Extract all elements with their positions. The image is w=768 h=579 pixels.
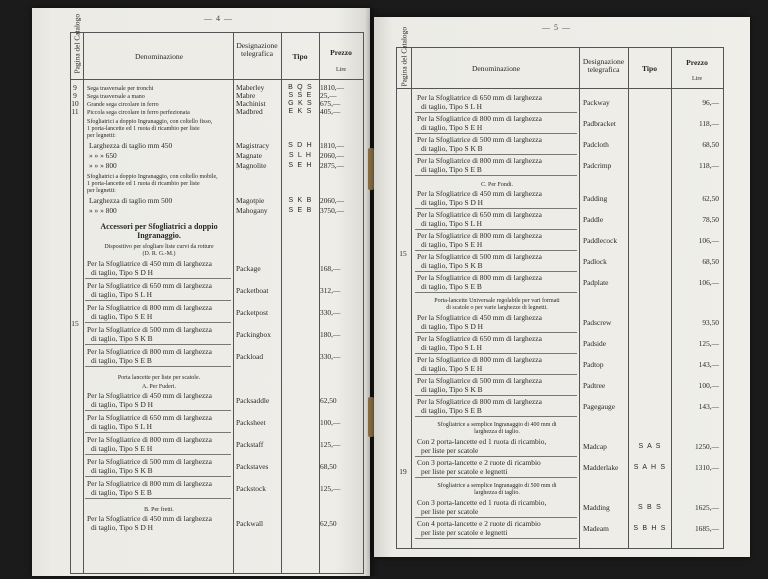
header-price: Prezzo <box>330 48 352 57</box>
price-value: 168,— <box>320 264 341 273</box>
item-name: Per la Sfogliatrice di 800 mm di larghezza <box>417 355 542 364</box>
section-intro: larghezza di taglio. <box>474 429 520 435</box>
item-name: Piccola sega circolare in ferro perfezionata <box>87 110 190 116</box>
section-intro: Porta-lancette Universale regolabile per vari formati <box>434 298 560 304</box>
section-intro: di scatole o per varie larghezze di legnetti. <box>446 305 548 311</box>
header-catalog: Pagina del Catalogo <box>399 26 409 87</box>
item-name: di taglio, Tipo S E H <box>421 240 483 249</box>
telegraphic-code: Packetboat <box>236 286 269 295</box>
section-title: Accessori per Sfogliatrici a doppio <box>100 222 218 231</box>
price-value: 100,— <box>698 381 719 390</box>
item-name: di taglio, Tipo S E H <box>421 364 483 373</box>
price-value: 2875,— <box>320 161 345 170</box>
header-currency: Lire <box>692 76 702 82</box>
type-code: S A S <box>638 443 662 450</box>
section-subtitle: (D. R. G.-M.) <box>142 251 176 257</box>
item-name: di taglio, Tipo S K B <box>91 466 153 475</box>
telegraphic-code: Packwall <box>236 519 264 528</box>
type-code: E K S <box>288 108 313 115</box>
price-value: 106,— <box>698 278 719 287</box>
telegraphic-code: Packstock <box>236 484 266 493</box>
telegraphic-code: Madeam <box>583 524 609 533</box>
telegraphic-code: Magnate <box>236 151 262 160</box>
price-value: 330,— <box>320 308 341 317</box>
price-value: 25,— <box>320 91 337 100</box>
item-name: Con 2 porta-lancette ed 1 ruota di ricambio, <box>417 437 547 446</box>
item-name: Per la Sfogliatrice di 650 mm di larghezza <box>87 281 212 290</box>
item-name: Per la Sfogliatrice di 450 mm di larghezza <box>87 514 212 523</box>
item-name: Per la Sfogliatrice di 800 mm di larghezza <box>87 303 212 312</box>
telegraphic-code: Mahogany <box>236 206 268 215</box>
left-page <box>32 8 370 576</box>
item-name: di taglio, Tipo S L H <box>421 102 482 111</box>
price-value: 330,— <box>320 352 341 361</box>
telegraphic-code: Packetpost <box>236 308 269 317</box>
telegraphic-code: Packway <box>583 98 610 107</box>
item-name: Per la Sfogliatrice di 800 mm di larghezza <box>87 347 212 356</box>
item-name: di taglio, Tipo S K B <box>421 261 483 270</box>
item-name: di taglio, Tipo S E B <box>421 282 482 291</box>
price-value: 96,— <box>702 98 719 107</box>
telegraphic-code: Padtree <box>583 381 606 390</box>
header-type: Tipo <box>292 52 308 61</box>
item-name: Per la Sfogliatrice di 650 mm di larghezza <box>417 210 542 219</box>
item-name: di taglio, Tipo S E B <box>91 356 152 365</box>
type-code: S E B <box>288 207 313 214</box>
header-name: Denominazione <box>471 64 521 73</box>
item-name: di taglio, Tipo S D H <box>91 523 154 532</box>
item-name: di taglio, Tipo S K B <box>421 144 483 153</box>
item-name: » » » 800 <box>89 161 117 170</box>
item-name: Per la Sfogliatrice di 800 mm di larghezza <box>417 156 542 165</box>
telegraphic-code: Packstaff <box>236 440 264 449</box>
header-price: Prezzo <box>686 58 708 67</box>
item-name: Per la Sfogliatrice di 500 mm di larghezza <box>417 252 542 261</box>
item-name: di taglio, Tipo S D H <box>91 268 154 277</box>
price-value: 125,— <box>320 484 341 493</box>
price-value: 62,50 <box>320 519 337 528</box>
telegraphic-code: Magistracy <box>236 141 270 150</box>
type-code: S B H S <box>633 525 667 532</box>
item-name: Per la Sfogliatrice di 500 mm di larghezza <box>417 135 542 144</box>
section-intro: Sfogliatrici a doppio Ingranaggio, con coltello fisso, <box>87 119 213 125</box>
price-value: 143,— <box>698 360 719 369</box>
item-name: di taglio, Tipo S D H <box>421 322 484 331</box>
section-intro: Sfogliatrice a semplice Ingranaggio di 400 mm di <box>437 422 557 428</box>
item-name: Con 4 porta-lancette e 2 ruote di ricambio <box>417 519 541 528</box>
telegraphic-code: Madcap <box>583 442 607 451</box>
item-name: per liste per scatole e legnetti <box>421 528 508 537</box>
item-name: Per la Sfogliatrice di 500 mm di larghezza <box>87 325 212 334</box>
catalog-page-ref: 9 <box>73 83 77 92</box>
price-value: 106,— <box>698 236 719 245</box>
type-code: S A H S <box>633 464 667 471</box>
price-value: 405,— <box>320 107 341 116</box>
section-intro: 1 porta-lancette ed 1 ruota di ricambio per liste <box>87 126 200 132</box>
price-value: 62,50 <box>320 396 337 405</box>
type-code: G K S <box>288 100 313 107</box>
price-value: 312,— <box>320 286 341 295</box>
type-code: S E H <box>288 162 313 169</box>
price-value: 93,50 <box>702 318 719 327</box>
section-intro: Sfogliatrice a semplice Ingranaggio di 500 mm di <box>437 483 557 489</box>
telegraphic-code: Madbred <box>236 107 263 116</box>
item-name: per liste per scatole <box>421 507 479 516</box>
telegraphic-code: Paddle <box>583 215 604 224</box>
price-value: 1685,— <box>694 524 719 533</box>
item-name: Per la Sfogliatrice di 800 mm di larghezza <box>417 397 542 406</box>
section-intro: per legnetti: <box>87 133 116 139</box>
telegraphic-code: Magnolite <box>236 161 267 170</box>
item-name: » » » 800 <box>89 206 117 215</box>
type-code: S L H <box>288 152 313 159</box>
item-name: » » » 650 <box>89 151 117 160</box>
item-name: di taglio, Tipo S D H <box>421 198 484 207</box>
price-value: 1625,— <box>694 503 719 512</box>
telegraphic-code: Padside <box>583 339 606 348</box>
item-name: Grande sega circolare in ferro <box>87 102 159 108</box>
item-name: Per la Sfogliatrice di 450 mm di larghezza <box>87 259 212 268</box>
price-value: 68,50 <box>320 462 337 471</box>
item-name: Con 3 porta-lancette e 2 ruote di ricambio <box>417 458 541 467</box>
right-page <box>374 17 750 557</box>
telegraphic-code: Padding <box>583 194 608 203</box>
section-intro: larghezza di taglio. <box>474 490 520 496</box>
price-value: 2060,— <box>320 151 345 160</box>
price-value: 125,— <box>698 339 719 348</box>
item-name: Per la Sfogliatrice di 800 mm di larghezza <box>87 435 212 444</box>
price-value: 68,50 <box>702 257 719 266</box>
catalog-page-ref: 10 <box>71 99 79 108</box>
telegraphic-code: Packsheet <box>236 418 266 427</box>
item-name: di taglio, Tipo S E H <box>421 123 483 132</box>
item-name: per liste per scatole <box>421 446 479 455</box>
item-name: di taglio, Tipo S L H <box>421 343 482 352</box>
item-name: per liste per scatole e legnetti <box>421 467 508 476</box>
telegraphic-code: Packstaves <box>236 462 269 471</box>
telegraphic-code: Pagegauge <box>583 402 616 411</box>
catalog-page-ref: 19 <box>399 467 407 476</box>
header-telegraphic: Designazione telegrafica <box>236 41 278 58</box>
price-value: 118,— <box>698 119 719 128</box>
telegraphic-code: Paddlecock <box>583 236 618 245</box>
item-name: di taglio, Tipo S E B <box>421 406 482 415</box>
telegraphic-code: Padplate <box>583 278 609 287</box>
header-type: Tipo <box>641 64 658 73</box>
page-number: — 4 — <box>204 14 233 23</box>
header-telegraphic: Designazione telegrafica <box>582 57 625 74</box>
item-name: Per la Sfogliatrice di 450 mm di larghezza <box>417 189 542 198</box>
item-name: Con 3 porta-lancette ed 1 ruota di ricambio, <box>417 498 547 507</box>
item-name: Per la Sfogliatrice di 500 mm di larghezza <box>417 376 542 385</box>
item-name: di taglio, Tipo S E B <box>91 488 152 497</box>
item-name: Sega trasversale a mano <box>87 94 145 100</box>
telegraphic-code: Padtop <box>583 360 604 369</box>
telegraphic-code: Mabre <box>236 91 256 100</box>
item-name: Per la Sfogliatrice di 650 mm di larghezza <box>417 93 542 102</box>
item-name: Per la Sfogliatrice di 800 mm di larghezza <box>417 114 542 123</box>
price-value: 62,50 <box>702 194 719 203</box>
item-name: Per la Sfogliatrice di 800 mm di larghezza <box>87 479 212 488</box>
price-value: 78,50 <box>702 215 719 224</box>
price-value: 180,— <box>320 330 341 339</box>
section-subtitle: Dispositivo per sfogliare liste curvi da rotture <box>104 244 214 250</box>
price-value: 118,— <box>698 161 719 170</box>
price-value: 3750,— <box>320 206 345 215</box>
item-name: di taglio, Tipo S L H <box>91 290 152 299</box>
telegraphic-code: Madding <box>583 503 610 512</box>
section-subtitle: A. Per Fuderi. <box>142 384 176 390</box>
catalog-page-ref: 15 <box>399 249 407 258</box>
section-subtitle: Porta lancette per liste per scatole. <box>117 375 201 381</box>
header-name: Denominazione <box>134 52 184 61</box>
section-intro: Sfogliatrici a doppio Ingranaggio, con coltello mobile, <box>87 174 218 180</box>
item-name: Per la Sfogliatrice di 650 mm di larghezza <box>87 413 212 422</box>
telegraphic-code: Package <box>236 264 261 273</box>
telegraphic-code: Padlock <box>583 257 607 266</box>
price-value: 125,— <box>320 440 341 449</box>
telegraphic-code: Magotpie <box>236 196 265 205</box>
price-value: 1810,— <box>320 83 345 92</box>
telegraphic-code: Padcrimp <box>583 161 612 170</box>
section-subtitle: B. Per fretti. <box>144 507 174 513</box>
type-code: B Q S <box>288 84 313 91</box>
item-name: di taglio, Tipo S E B <box>421 165 482 174</box>
section-intro: 1 porta-lancette ed 1 ruota di ricambio per liste <box>87 181 200 187</box>
telegraphic-code: Maberley <box>236 83 265 92</box>
price-table-right <box>396 26 724 549</box>
telegraphic-code: Padcloth <box>583 140 609 149</box>
telegraphic-code: Madderlake <box>583 463 619 472</box>
section-subtitle: C. Per Fondi. <box>480 182 513 188</box>
item-name: Per la Sfogliatrice di 800 mm di larghezza <box>417 231 542 240</box>
price-value: 1310,— <box>694 463 719 472</box>
price-value: 143,— <box>698 402 719 411</box>
telegraphic-code: Packload <box>236 352 264 361</box>
catalog-page-ref: 11 <box>71 107 79 116</box>
item-name: di taglio, Tipo S K B <box>421 385 483 394</box>
item-name: Per la Sfogliatrice di 450 mm di larghezza <box>87 391 212 400</box>
price-value: 100,— <box>320 418 341 427</box>
item-name: Sega trasversale per tronchi <box>87 86 154 92</box>
catalog-page-ref: 15 <box>71 319 79 328</box>
item-name: di taglio, Tipo S L H <box>421 219 482 228</box>
catalog-page-ref: 9 <box>73 91 77 100</box>
price-value: 68,50 <box>702 140 719 149</box>
item-name: Larghezza di taglio mm 450 <box>89 141 173 150</box>
item-name: di taglio, Tipo S E H <box>91 444 153 453</box>
price-table-left <box>70 13 364 574</box>
item-name: Per la Sfogliatrice di 800 mm di larghezza <box>417 273 542 282</box>
type-code: S B S <box>638 504 662 511</box>
type-code: S D H <box>288 142 313 149</box>
telegraphic-code: Padscrew <box>583 318 612 327</box>
price-value: 1810,— <box>320 141 345 150</box>
item-name: di taglio, Tipo S K B <box>91 334 153 343</box>
section-intro: per legnetti: <box>87 188 116 194</box>
item-name: di taglio, Tipo S E H <box>91 312 153 321</box>
telegraphic-code: Packsaddle <box>236 396 270 405</box>
page-number: — 5 — <box>542 23 571 32</box>
item-name: Per la Sfogliatrice di 650 mm di larghezza <box>417 334 542 343</box>
price-value: 1250,— <box>694 442 719 451</box>
price-value: 2060,— <box>320 196 345 205</box>
price-value: 675,— <box>320 99 341 108</box>
header-currency: Lire <box>336 67 346 73</box>
telegraphic-code: Padbracket <box>583 119 616 128</box>
header-catalog: Pagina del Catalogo <box>72 13 82 74</box>
section-title: Ingranaggio. <box>137 231 181 240</box>
telegraphic-code: Machinist <box>236 99 266 108</box>
type-code: S K B <box>288 197 313 204</box>
item-name: Per la Sfogliatrice di 500 mm di larghezza <box>87 457 212 466</box>
item-name: Larghezza di taglio mm 500 <box>89 196 173 205</box>
type-code: S S E <box>288 92 313 99</box>
item-name: di taglio, Tipo S D H <box>91 400 154 409</box>
item-name: di taglio, Tipo S L H <box>91 422 152 431</box>
item-name: Per la Sfogliatrice di 450 mm di larghezza <box>417 313 542 322</box>
telegraphic-code: Packingbox <box>236 330 271 339</box>
